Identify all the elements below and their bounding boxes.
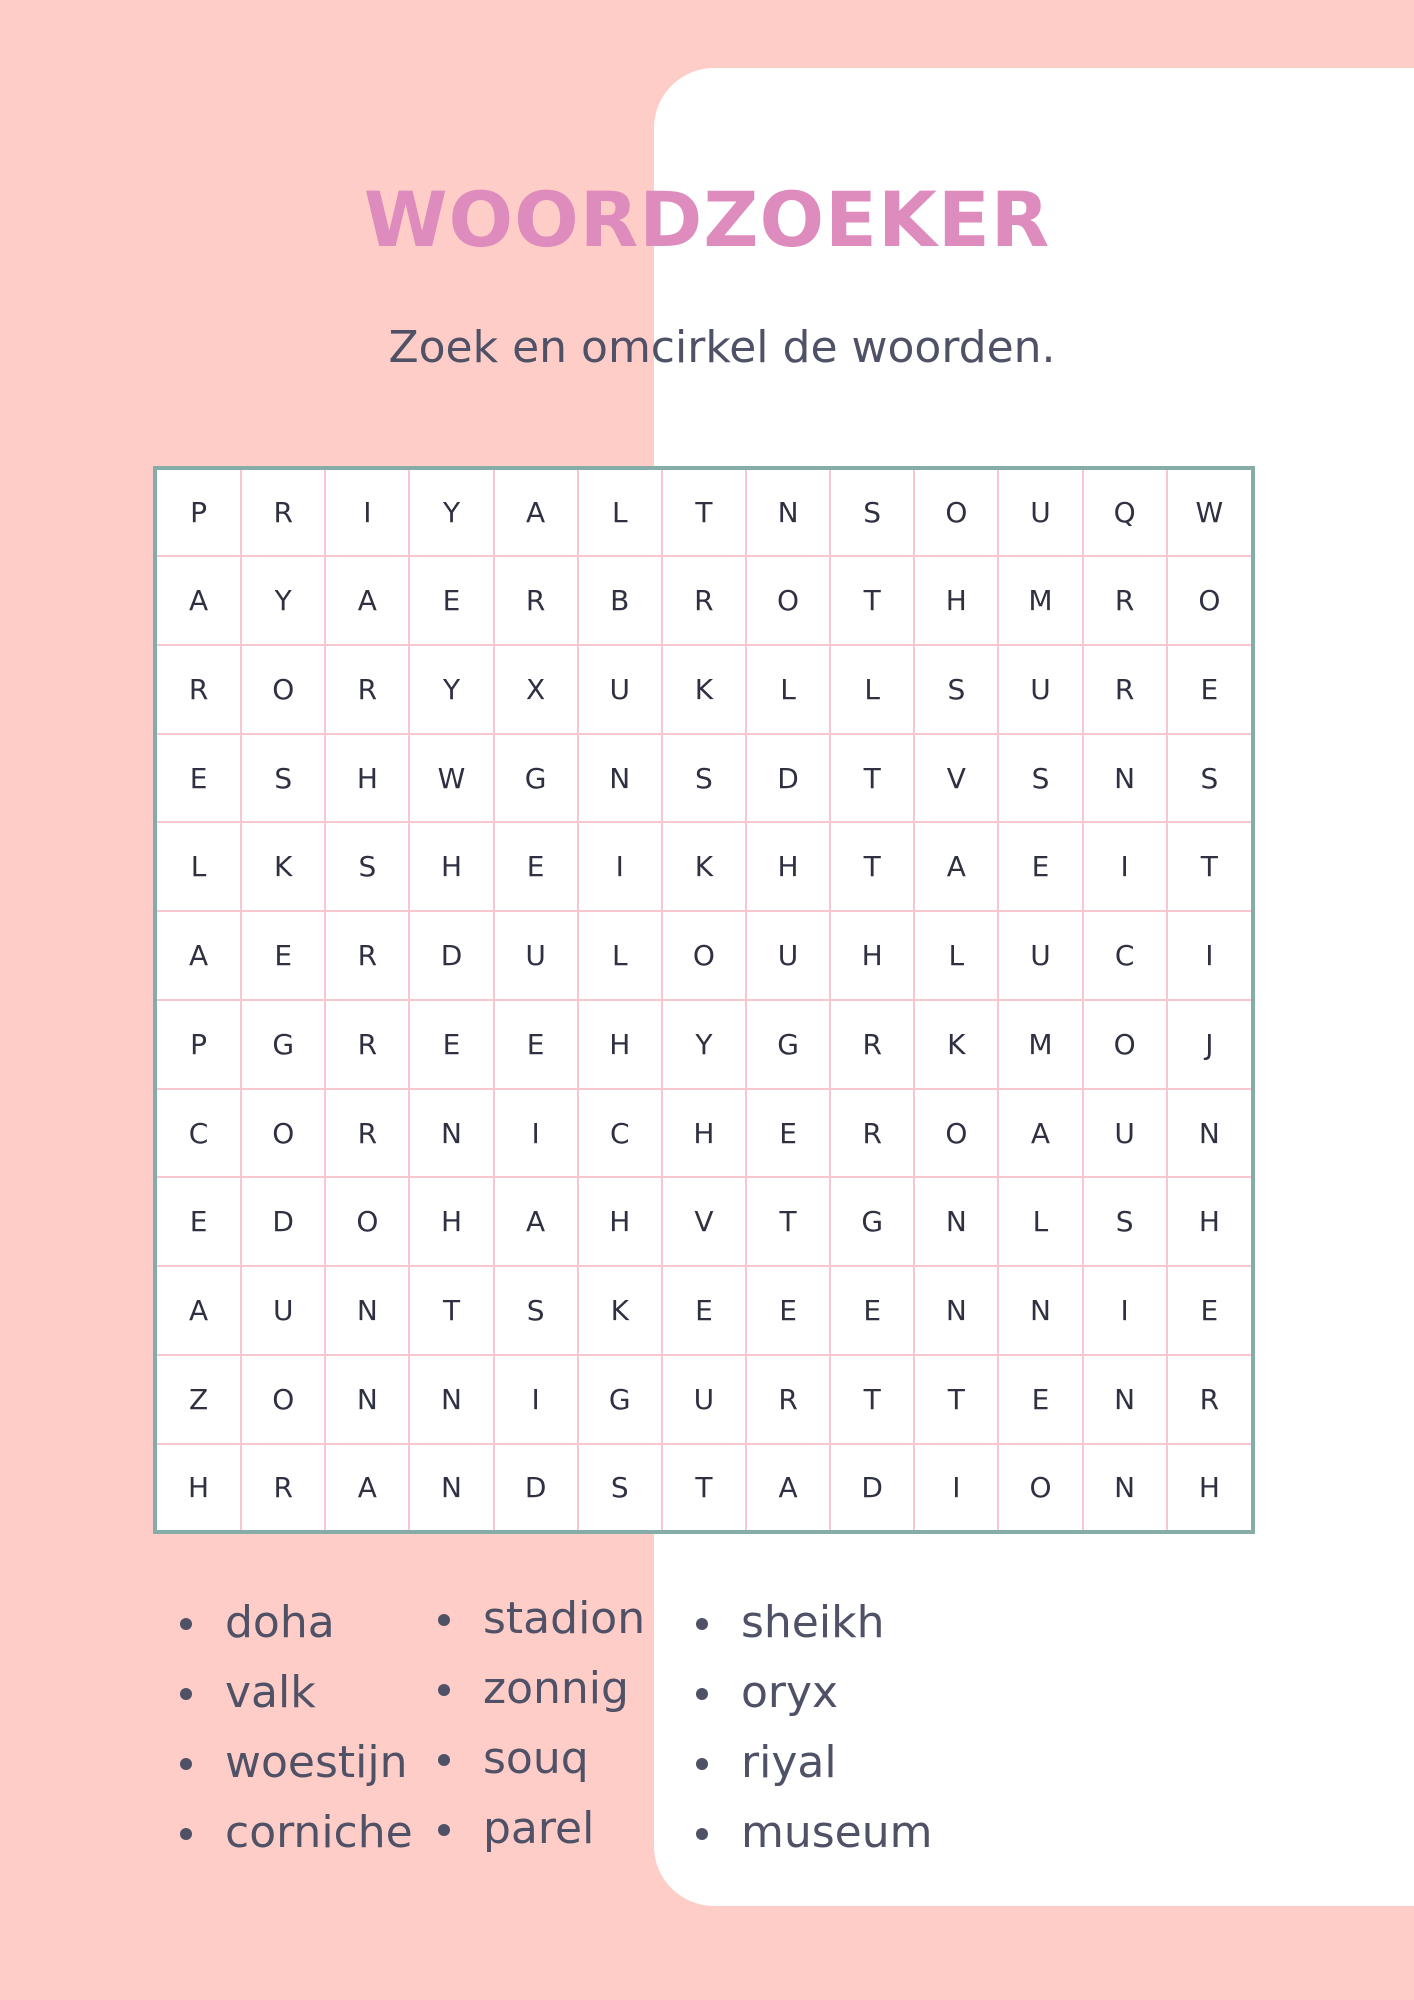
grid-cell: U [578, 645, 662, 734]
grid-row [157, 470, 1251, 556]
grid-cell: I [1083, 822, 1167, 911]
grid-cell: L [914, 911, 998, 1000]
word-item: woestijn [180, 1728, 413, 1798]
grid-row [157, 734, 1251, 823]
grid-cell: V [914, 734, 998, 823]
grid-cell: H [578, 1177, 662, 1266]
grid-row [157, 1355, 1251, 1444]
grid-cell: O [1083, 1000, 1167, 1089]
grid-cell: S [998, 734, 1082, 823]
grid-cell: E [998, 822, 1082, 911]
grid-cell: T [830, 734, 914, 823]
word-item: parel [438, 1794, 645, 1864]
grid-cell: S [494, 1266, 578, 1355]
grid-cell: A [325, 1444, 409, 1530]
grid-cell: O [241, 1089, 325, 1178]
grid-cell: E [157, 1177, 241, 1266]
grid-row [157, 1266, 1251, 1355]
grid-row [157, 1000, 1251, 1089]
grid-cell: O [1167, 556, 1251, 645]
grid-cell: O [998, 1444, 1082, 1530]
grid-cell: T [662, 1444, 746, 1530]
grid-cell: U [241, 1266, 325, 1355]
grid-cell: B [578, 556, 662, 645]
grid-row [157, 1444, 1251, 1530]
grid-cell: D [746, 734, 830, 823]
grid-cell: U [998, 911, 1082, 1000]
grid-cell: A [494, 470, 578, 556]
grid-cell: T [830, 1355, 914, 1444]
grid-cell: S [1167, 734, 1251, 823]
word-item: oryx [696, 1658, 933, 1728]
grid-cell: H [1167, 1444, 1251, 1530]
grid-cell: J [1167, 1000, 1251, 1089]
word-item: sheikh [696, 1588, 933, 1658]
word-item: corniche [180, 1798, 413, 1868]
grid-cell: G [578, 1355, 662, 1444]
grid-row [157, 822, 1251, 911]
grid-cell: G [746, 1000, 830, 1089]
grid-cell: T [409, 1266, 493, 1355]
grid-cell: P [157, 470, 241, 556]
grid-cell: N [998, 1266, 1082, 1355]
grid-cell: Y [409, 470, 493, 556]
grid-cell: H [325, 734, 409, 823]
grid-cell: Y [409, 645, 493, 734]
grid-cell: G [241, 1000, 325, 1089]
grid-cell: D [494, 1444, 578, 1530]
grid-cell: E [494, 1000, 578, 1089]
grid-cell: S [1083, 1177, 1167, 1266]
grid-cell: U [1083, 1089, 1167, 1178]
grid-cell: O [241, 645, 325, 734]
grid-cell: R [325, 1089, 409, 1178]
grid-cell: N [914, 1177, 998, 1266]
grid-cell: H [914, 556, 998, 645]
grid-cell: K [662, 645, 746, 734]
grid-cell: C [1083, 911, 1167, 1000]
grid-cell: U [494, 911, 578, 1000]
grid-cell: E [1167, 1266, 1251, 1355]
grid-cell: C [157, 1089, 241, 1178]
grid-cell: U [662, 1355, 746, 1444]
grid-cell: O [662, 911, 746, 1000]
grid-cell: K [662, 822, 746, 911]
grid-cell: E [494, 822, 578, 911]
grid-cell: N [1083, 1444, 1167, 1530]
grid-row [157, 1177, 1251, 1266]
grid-cell: E [746, 1266, 830, 1355]
grid-row [157, 556, 1251, 645]
grid-cell: H [1167, 1177, 1251, 1266]
grid-cell: O [914, 470, 998, 556]
grid-row [157, 645, 1251, 734]
word-list-column-2 [438, 1584, 645, 1864]
grid-cell: R [157, 645, 241, 734]
grid-cell: H [662, 1089, 746, 1178]
grid-cell: R [662, 556, 746, 645]
word-item: doha [180, 1588, 413, 1658]
grid-cell: K [241, 822, 325, 911]
grid-cell: H [409, 822, 493, 911]
grid-cell: Z [157, 1355, 241, 1444]
grid-cell: E [746, 1089, 830, 1178]
grid-cell: I [494, 1089, 578, 1178]
grid-cell: T [662, 470, 746, 556]
grid-cell: T [914, 1355, 998, 1444]
grid-cell: M [998, 1000, 1082, 1089]
grid-cell: L [157, 822, 241, 911]
grid-cell: H [746, 822, 830, 911]
grid-cell: R [325, 645, 409, 734]
grid-cell: A [157, 556, 241, 645]
grid-cell: R [1083, 645, 1167, 734]
grid-cell: O [746, 556, 830, 645]
grid-cell: I [1083, 1266, 1167, 1355]
grid-cell: R [241, 470, 325, 556]
grid-cell: H [830, 911, 914, 1000]
grid-cell: E [409, 556, 493, 645]
grid-cell: K [578, 1266, 662, 1355]
grid-cell: I [914, 1444, 998, 1530]
grid-cell: A [914, 822, 998, 911]
grid-cell: L [578, 911, 662, 1000]
grid-cell: R [325, 1000, 409, 1089]
grid-cell: W [409, 734, 493, 823]
word-item: riyal [696, 1728, 933, 1798]
grid-cell: P [157, 1000, 241, 1089]
grid-cell: L [578, 470, 662, 556]
word-item: zonnig [438, 1654, 645, 1724]
grid-cell: N [409, 1089, 493, 1178]
grid-cell: R [830, 1000, 914, 1089]
grid-cell: Q [1083, 470, 1167, 556]
grid-cell: S [830, 470, 914, 556]
grid-cell: E [998, 1355, 1082, 1444]
grid-cell: N [409, 1355, 493, 1444]
grid-cell: S [241, 734, 325, 823]
grid-cell: G [830, 1177, 914, 1266]
grid-cell: R [241, 1444, 325, 1530]
grid-cell: A [157, 1266, 241, 1355]
instructions: Zoek en omcirkel de woorden. [388, 322, 1056, 373]
grid-cell: W [1167, 470, 1251, 556]
grid-cell: R [746, 1355, 830, 1444]
grid-cell: N [746, 470, 830, 556]
grid-cell: N [1167, 1089, 1251, 1178]
grid-cell: H [157, 1444, 241, 1530]
grid-cell: G [494, 734, 578, 823]
grid-cell: M [998, 556, 1082, 645]
grid-cell: N [914, 1266, 998, 1355]
word-list-column-3 [696, 1588, 933, 1868]
grid-cell: Y [241, 556, 325, 645]
grid-cell: D [830, 1444, 914, 1530]
grid-cell: A [746, 1444, 830, 1530]
grid-cell: O [914, 1089, 998, 1178]
grid-cell: E [241, 911, 325, 1000]
grid-cell: U [746, 911, 830, 1000]
grid-cell: L [830, 645, 914, 734]
grid-cell: S [325, 822, 409, 911]
grid-cell: S [662, 734, 746, 823]
grid-cell: A [998, 1089, 1082, 1178]
grid-cell: C [578, 1089, 662, 1178]
grid-cell: E [662, 1266, 746, 1355]
grid-cell: I [325, 470, 409, 556]
grid-cell: R [830, 1089, 914, 1178]
grid-cell: S [578, 1444, 662, 1530]
grid-cell: N [409, 1444, 493, 1530]
grid-cell: O [241, 1355, 325, 1444]
grid-cell: O [325, 1177, 409, 1266]
grid-cell: L [746, 645, 830, 734]
letter-grid [157, 470, 1251, 1530]
grid-cell: H [409, 1177, 493, 1266]
grid-row [157, 1089, 1251, 1178]
grid-cell: R [494, 556, 578, 645]
grid-cell: T [1167, 822, 1251, 911]
grid-cell: N [578, 734, 662, 823]
grid-cell: R [1083, 556, 1167, 645]
grid-cell: I [494, 1355, 578, 1444]
grid-cell: S [914, 645, 998, 734]
grid-cell: E [409, 1000, 493, 1089]
grid-cell: V [662, 1177, 746, 1266]
grid-cell: Y [662, 1000, 746, 1089]
grid-cell: R [325, 911, 409, 1000]
grid-cell: R [1167, 1355, 1251, 1444]
word-item: souq [438, 1724, 645, 1794]
grid-cell: H [578, 1000, 662, 1089]
grid-cell: N [1083, 734, 1167, 823]
grid-cell: T [830, 822, 914, 911]
grid-cell: N [1083, 1355, 1167, 1444]
grid-cell: T [830, 556, 914, 645]
grid-cell: L [998, 1177, 1082, 1266]
grid-cell: D [241, 1177, 325, 1266]
grid-cell: X [494, 645, 578, 734]
grid-cell: U [998, 470, 1082, 556]
grid-cell: N [325, 1266, 409, 1355]
grid-cell: E [830, 1266, 914, 1355]
grid-cell: N [325, 1355, 409, 1444]
grid-cell: E [1167, 645, 1251, 734]
grid-cell: T [746, 1177, 830, 1266]
grid-cell: A [157, 911, 241, 1000]
grid-cell: A [494, 1177, 578, 1266]
page-title: WOORDZOEKER [363, 175, 1051, 264]
word-item: museum [696, 1798, 933, 1868]
word-search-grid [153, 466, 1255, 1534]
grid-cell: I [578, 822, 662, 911]
word-item: valk [180, 1658, 413, 1728]
grid-cell: E [157, 734, 241, 823]
grid-cell: K [914, 1000, 998, 1089]
grid-cell: A [325, 556, 409, 645]
word-item: stadion [438, 1584, 645, 1654]
grid-cell: D [409, 911, 493, 1000]
grid-row [157, 911, 1251, 1000]
grid-cell: I [1167, 911, 1251, 1000]
grid-cell: U [998, 645, 1082, 734]
word-list-column-1 [180, 1588, 413, 1868]
